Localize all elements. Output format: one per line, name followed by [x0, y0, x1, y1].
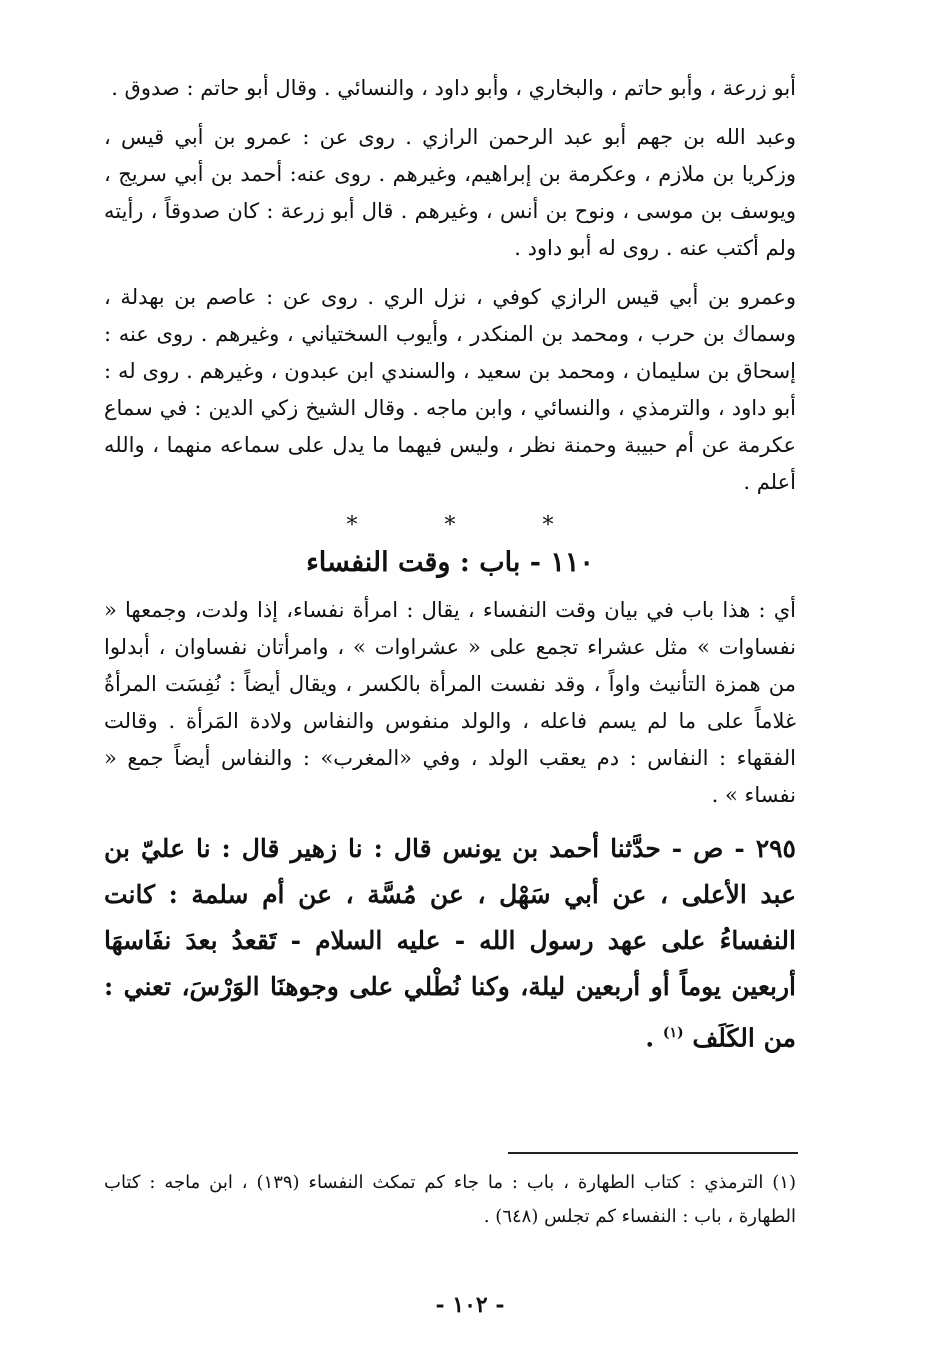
hadith-body: ٢٩٥ - ص - حدَّثنا أحمد بن يونس قال : نا زهير قال : نا عليّ بن عبد الأعلى ، عن أبي سَهْل ، عن مُسَّة ، عن أم سلمة : كانت النفساءُ على عهد رسول الله - عليه السلام - تَقعدُ بعدَ نفَاسهَا أربعين يوماً أو أربعين ليلة، وكنا نُطْلي على وجوهنَا الوَرْسَ، تعني : من الكَلَف [104, 834, 796, 1053]
footnote: (١) الترمذي : كتاب الطهارة ، باب : ما جاء كم تمكث النفساء (١٣٩) ، ابن ماجه : كتاب الطهارة ، باب : النفساء كم تجلس (٦٤٨) . [104, 1172, 796, 1227]
hadith-text [104, 826, 796, 1061]
footnote-reference: (١) [662, 1025, 684, 1041]
paragraph-narrators-1: أبو زرعة ، وأبو حاتم ، والبخاري ، وأبو داود ، والنسائي . وقال أبو حاتم : صدوق . [111, 76, 796, 100]
hadith-end: . [645, 1023, 663, 1053]
chapter-commentary: أي : هذا باب في بيان وقت النفساء ، يقال : امرأة نفساء، إذا ولدت، وجمعها « نفساوات » مثل عشراء تجمع على « عشراوات » ، وامرأتان نفساوان ، أبدلوا من همزة التأنيث واواً ، وقد نفست المرأة بالكسر ، ويقال أيضاً : نُفِسَت المرأةُ غلاماً على ما لم يسم فاعله ، والولد منفوس والنفاس ولادة المَرأة . وقالت الفقهاء : النفاس : دم يعقب الولد ، وفي «المغرب» : والنفاس أيضاً جمع « نفساء » . [104, 598, 796, 807]
page-body [104, 70, 796, 1061]
paragraph-amr-ibn-abi-qays: وعمرو بن أبي قيس الرازي كوفي ، نزل الري . روى عن : عاصم بن بهدلة ، وسماك بن حرب ، ومحمد بن المنكدر ، وأيوب السختياني ، وغيرهم . روى عنه : إسحاق بن سليمان ، ومحمد بن سعيد ، والسندي ابن عبدون ، وغيرهم . روى له : أبو داود ، والترمذي ، والنسائي ، وابن ماجه . وقال الشيخ زكي الدين : في سماع عكرمة عن أم حبيبة وحمنة نظر ، وليس فيهما ما يدل على سماعه منهما ، والله أعلم . [104, 285, 796, 494]
paragraph-abdullah-ibn-jahm: وعبد الله بن جهم أبو عبد الرحمن الرازي . روى عن : عمرو بن أبي قيس ، وزكريا بن ملازم ، وعكرمة بن إبراهيم، وغيرهم . روى عنه: أحمد بن أبي سريج ، ويوسف بن موسى ، ونوح بن أنس ، وغيرهم . قال أبو زرعة : كان صدوقاً ، رأيته ولم أكتب عنه . روى له أبو داود . [104, 125, 796, 260]
footnote-divider [508, 1152, 798, 1154]
chapter-title: ١١٠ - باب : وقت النفساء [306, 547, 594, 578]
page-number: - ١٠٢ - [435, 1292, 505, 1318]
section-separator: * * * [346, 513, 594, 538]
